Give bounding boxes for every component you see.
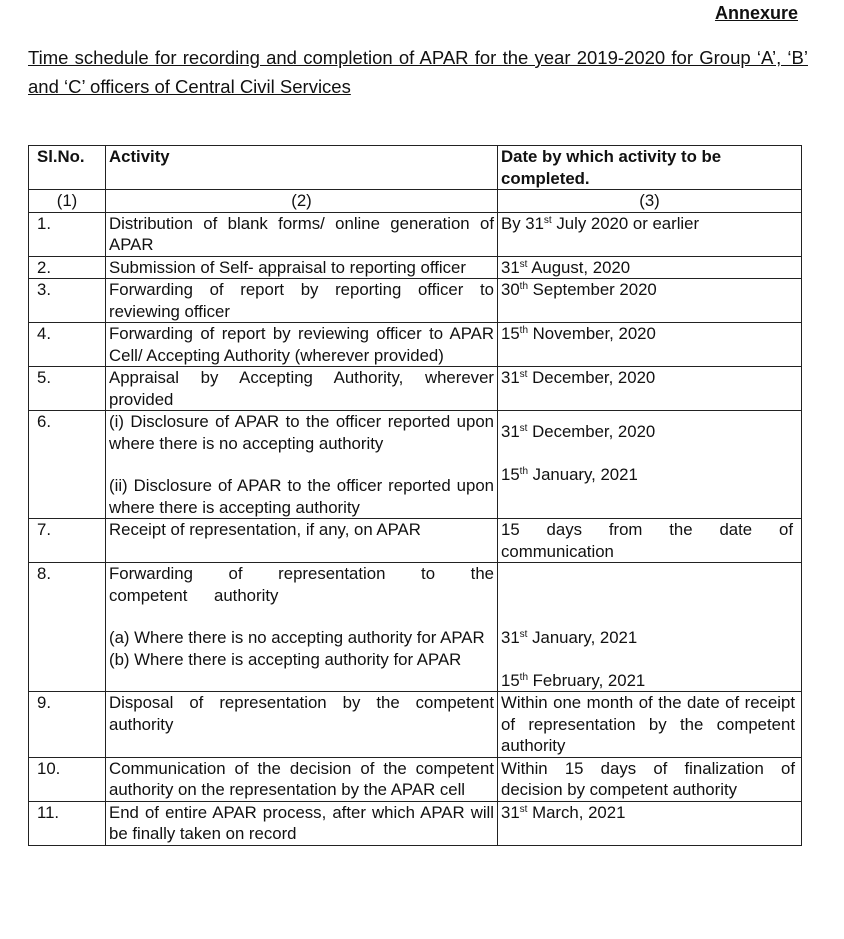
table-row [29,279,802,323]
activity-sub-a: (a) Where there is no accepting authority for APAR [109,628,485,647]
row-sl: 6. [29,411,106,519]
row-date [498,411,802,519]
schedule-table [28,145,802,846]
header-date: Date by which activity to be completed. [498,146,802,190]
date-sub-a: 31st January, 2021 [501,628,638,647]
activity-part-ii: (ii) Disclosure of APAR to the officer reported upon where there is accepting authority [109,476,494,517]
row-date: 31st August, 2020 [498,256,802,279]
row-sl: 3. [29,279,106,323]
table-row [29,519,802,563]
table-row [29,323,802,367]
table-row [29,256,802,279]
column-number-row [29,190,802,213]
row-date: Within 15 days of finalization of decision by competent authority [498,757,802,801]
table-row [29,692,802,758]
row-date: 15 days from the date of communication [498,519,802,563]
col-number-2: (2) [106,190,498,213]
header-activity: Activity [106,146,498,190]
row-sl: 11. [29,801,106,845]
row-sl: 2. [29,256,106,279]
row-date: 31st December, 2020 [498,367,802,411]
row-sl: 5. [29,367,106,411]
row-date: 30th September 2020 [498,279,802,323]
col-number-3: (3) [498,190,802,213]
row-activity: Disposal of representation by the competent authority [106,692,498,758]
row-sl: 1. [29,212,106,256]
row-activity: Submission of Self- appraisal to reporting officer [106,256,498,279]
table-row [29,563,802,692]
activity-main: Forwarding of representation to the competent authority [109,564,494,605]
row-activity: Forwarding of report by reviewing officer to APAR Cell/ Accepting Authority (wherever provided) [106,323,498,367]
row-date: Within one month of the date of receipt of representation by the competent authority [498,692,802,758]
row-activity [106,563,498,692]
table-header-row [29,146,802,190]
table-row [29,367,802,411]
row-date: By 31st July 2020 or earlier [498,212,802,256]
row-activity: Receipt of representation, if any, on APAR [106,519,498,563]
col-number-1: (1) [29,190,106,213]
row-activity: Forwarding of report by reporting officer to reviewing officer [106,279,498,323]
table-row [29,757,802,801]
row-sl: 8. [29,563,106,692]
row-activity: Distribution of blank forms/ online generation of APAR [106,212,498,256]
table-row [29,801,802,845]
document-title: Time schedule for recording and completion of APAR for the year 2019-2020 for Group ‘A’, ‘B’ and ‘C’ officers of Central Civil Services [28,47,808,97]
activity-part-i: (i) Disclosure of APAR to the officer reported upon where there is no accepting authority [109,412,494,453]
date-part-i: 31st December, 2020 [501,422,656,441]
date-sub-b: 15th February, 2021 [501,670,646,690]
row-sl: 7. [29,519,106,563]
table-row [29,212,802,256]
row-activity: Communication of the decision of the competent authority on the representation by the APAR cell [106,757,498,801]
row-activity: End of entire APAR process, after which APAR will be finally taken on record [106,801,498,845]
row-activity [106,411,498,519]
date-part-ii: 15th January, 2021 [501,464,638,484]
row-date: 31st March, 2021 [498,801,802,845]
row-sl: 9. [29,692,106,758]
row-date [498,563,802,692]
table-row [29,411,802,519]
row-activity: Appraisal by Accepting Authority, wherever provided [106,367,498,411]
row-sl: 4. [29,323,106,367]
row-sl: 10. [29,757,106,801]
row-date: 15th November, 2020 [498,323,802,367]
header-sl-no: Sl.No. [29,146,106,190]
annexure-label: Annexure [714,3,798,23]
activity-sub-b: (b) Where there is accepting authority for APAR [109,649,462,669]
